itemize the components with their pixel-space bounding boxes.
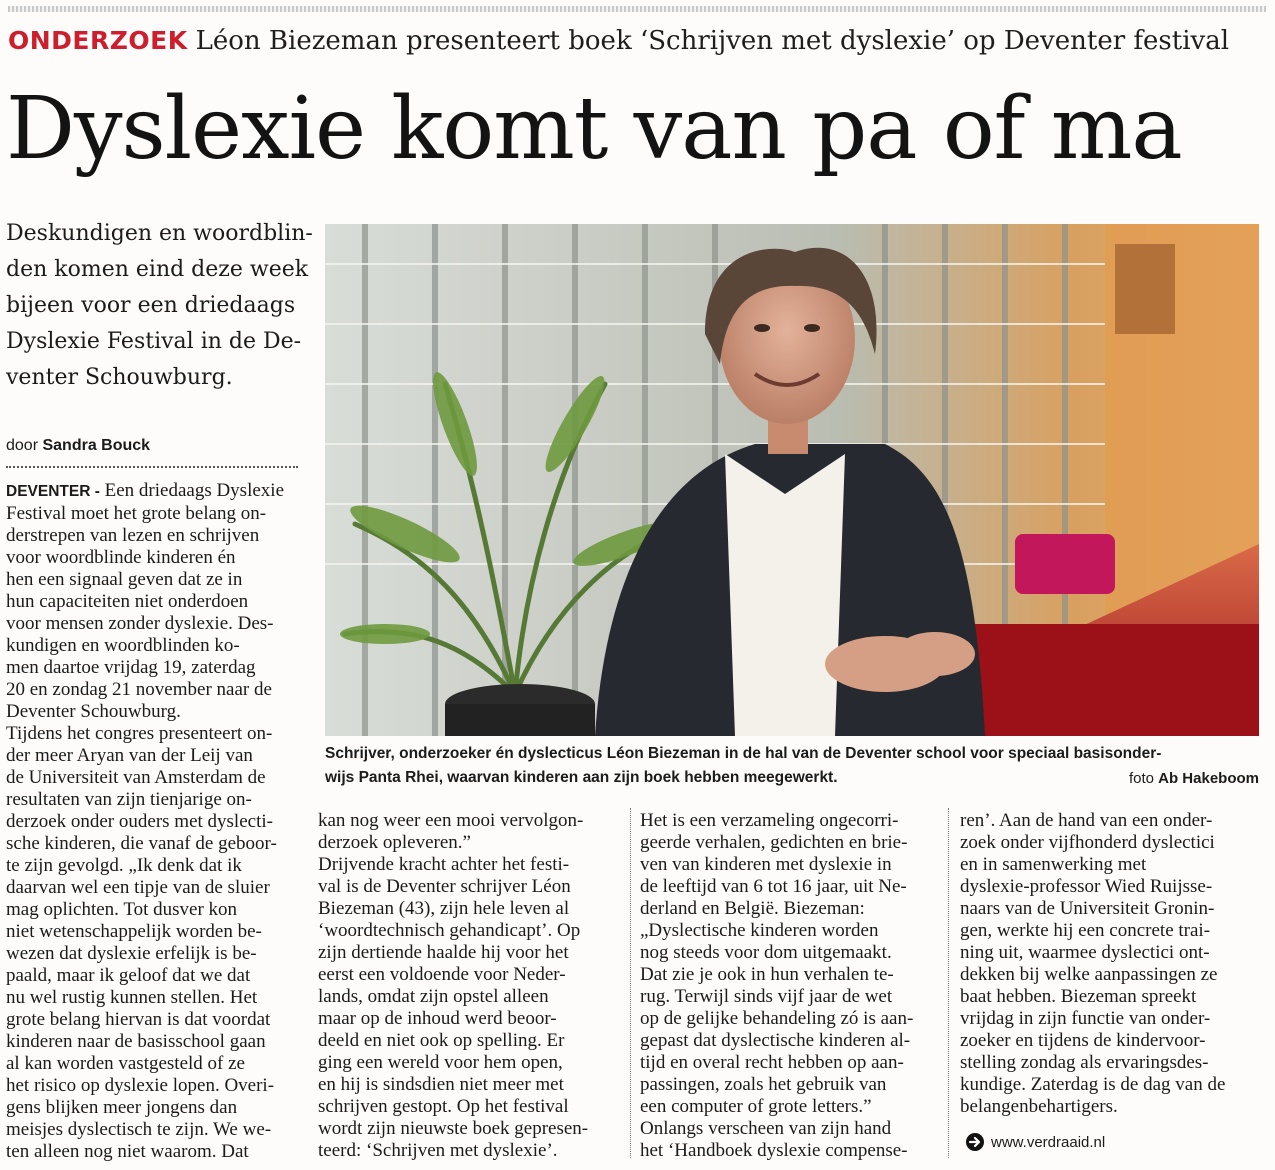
text-line: ren’. Aan de hand van een onder- [960, 810, 1213, 831]
text-line: op de gelijke behandeling zó is aan- [640, 1008, 914, 1029]
text-line: vrijdag in zijn functie van onder- [960, 1008, 1211, 1029]
text-line: geerde verhalen, gedichten en brie- [640, 832, 908, 853]
text-line: ‘woordtechnisch gehandicapt’. Op [318, 920, 581, 941]
text-line: naars van de Universiteit Gronin- [960, 898, 1215, 919]
text-line: teerd: ‘Schrijven met dyslexie’. [318, 1140, 558, 1161]
text-line: zoek onder vijfhonderd dyslectici [960, 832, 1215, 853]
intro-line: Dyslexie Festival in de De- [6, 329, 302, 354]
text-line: eerst een voldoende voor Neder- [318, 964, 566, 985]
first-line [6, 480, 306, 503]
text-line: Onlangs verscheen van zijn hand [640, 1118, 892, 1139]
text-line: tijd en overal recht hebben op aan- [640, 1052, 904, 1073]
text-line: meisjes dyslectisch te zijn. We we- [6, 1119, 272, 1140]
text-line: het risico op dyslexie lopen. Overi- [6, 1075, 275, 1096]
intro-line: bijeen voor een driedaags [6, 293, 296, 318]
text-line: een computer of grote letters.” [640, 1096, 872, 1117]
text-line: lands, omdat zijn opstel alleen [318, 986, 549, 1007]
text-line: voor woordblinde kinderen én [6, 547, 236, 568]
text-line: Tijdens het congres presenteert on- [6, 723, 273, 744]
text-line: ning uit, waarmee dyslectici ont- [960, 942, 1210, 963]
text-line: gens blijken meer jongens dan [6, 1097, 238, 1118]
text-line: Festival moet het grote belang on- [6, 503, 267, 524]
caption-line: wijs Panta Rhei, waarvan kinderen aan zijn boek hebben meegewerkt. [325, 769, 838, 786]
byline-prefix: door [6, 437, 39, 454]
text-line: nu wel rustig kunnen stellen. Het [6, 987, 258, 1008]
text-line: grote belang hiervan is dat voordat [6, 1009, 271, 1030]
text-line: wordt zijn nieuwste boek gepresen- [318, 1118, 589, 1139]
text-line: zijn dertiende haalde hij voor het [318, 942, 569, 963]
text-line: belangenbehartigers. [960, 1096, 1118, 1117]
text-line: derstrepen van lezen en schrijven [6, 525, 260, 546]
text-line: rug. Terwijl sinds vijf jaar de wet [640, 986, 893, 1007]
text-line: 20 en zondag 21 november naar de [6, 679, 272, 700]
text-line: kan nog weer een mooi vervolgon- [318, 810, 584, 831]
article-column-2 [318, 810, 628, 1162]
dateline: DEVENTER - [6, 483, 100, 500]
kicker-subtitle: Léon Biezeman presenteert boek ‘Schrijven met dyslexie’ op Deventer festival [195, 26, 1230, 56]
text-line: der meer Aryan van der Leij van [6, 745, 253, 766]
text-line: paald, maar ik geloof dat we dat [6, 965, 251, 986]
portrait-photo [325, 224, 1259, 736]
kicker [8, 26, 1268, 56]
text-line: baat hebben. Biezeman spreekt [960, 986, 1197, 1007]
column-rule [630, 808, 631, 1158]
photo-caption [325, 742, 1259, 790]
text-line: en in samenwerking met [960, 854, 1147, 875]
credit-prefix: foto [1128, 770, 1154, 787]
intro-line: venter Schouwburg. [6, 365, 233, 390]
text-line: derzoek onder ouders met dyslecti- [6, 811, 273, 832]
text-line: mag oplichten. Tot dusver kon [6, 899, 238, 920]
text-line: val is de Deventer schrijver Léon [318, 876, 571, 897]
text-line: wezen dat dyslexie erfelijk is be- [6, 943, 257, 964]
text-line: zoeker en tijdens de kindervoor- [960, 1030, 1206, 1051]
text-line: gen, werkte hij een concrete trai- [960, 920, 1211, 941]
intro-line: Deskundigen en woordblin- [6, 221, 313, 246]
text-line: Het is een verzameling ongecorri- [640, 810, 899, 831]
text-line: sche kinderen, die vanaf de geboor- [6, 833, 277, 854]
intro-line: den komen eind deze week [6, 257, 309, 282]
text-line: kinderen naar de basisschool gaan [6, 1031, 266, 1052]
rubric-label: ONDERZOEK [8, 26, 188, 55]
text-line: nog steeds voor dom uitgemaakt. [640, 942, 892, 963]
text-line: daarvan wel een tipje van de sluier [6, 877, 270, 898]
byline-author: Sandra Bouck [42, 437, 151, 454]
web-link[interactable] [965, 1132, 1105, 1152]
text-line: en hij is sindsdien niet meer met [318, 1074, 564, 1095]
arrow-right-circle-icon [965, 1132, 985, 1152]
text-line: dyslexie-professor Wied Ruijsse- [960, 876, 1213, 897]
article-column-1 [6, 480, 306, 1163]
text-line: ten alleen nog niet waarom. Dat [6, 1141, 249, 1162]
text-line: derland en België. Biezeman: [640, 898, 865, 919]
text-line: kundige. Zaterdag is de dag van de [960, 1074, 1226, 1095]
text-line: schrijven gestopt. Op het festival [318, 1096, 569, 1117]
text-line: dekken bij welke aanpassingen ze [960, 964, 1218, 985]
caption-line: Schrijver, onderzoeker én dyslecticus Léon Biezeman in de hal van de Deventer school voor speciaal basisonder- [325, 745, 1162, 762]
photo-credit [1129, 770, 1259, 787]
text-line: voor mensen zonder dyslexie. Des- [6, 613, 274, 634]
text-line: maar op de inhoud werd beoor- [318, 1008, 557, 1029]
text-line: te zijn gevolgd. „Ik denk dat ik [6, 855, 242, 876]
text-line: ven van kinderen met dyslexie in [640, 854, 892, 875]
text-line: ging een wereld voor hem open, [318, 1052, 563, 1073]
dotted-divider [6, 466, 298, 468]
text-line: Deventer Schouwburg. [6, 701, 181, 722]
text-line: de Universiteit van Amsterdam de [6, 767, 266, 788]
intro-paragraph [6, 216, 313, 396]
text-line: men daartoe vrijdag 19, zaterdag [6, 657, 256, 678]
headline: Dyslexie komt van pa of ma [6, 79, 1182, 179]
text-line: gepast dat dyslectische kinderen al- [640, 1030, 911, 1051]
text-line: derzoek opleveren.” [318, 832, 471, 853]
text-line: kundigen en woordblinden ko- [6, 635, 240, 656]
text-line: Biezeman (43), zijn hele leven al [318, 898, 570, 919]
text-line: passingen, zoals het gebruik van [640, 1074, 887, 1095]
top-rule [8, 6, 1266, 12]
text-line: „Dyslectische kinderen worden [640, 920, 879, 941]
column-rule [948, 808, 949, 1158]
text-line: hun capaciteiten niet onderdoen [6, 591, 249, 612]
text-line: deeld en niet ook op spelling. Er [318, 1030, 565, 1051]
text-line: de leeftijd van 6 tot 16 jaar, uit Ne- [640, 876, 907, 897]
text-line: het ‘Handboek dyslexie compense- [640, 1140, 908, 1161]
first-line-text: Een driedaags Dyslexie [99, 480, 285, 501]
text-line: niet wetenschappelijk worden be- [6, 921, 262, 942]
text-line: hen een signaal geven dat ze in [6, 569, 243, 590]
text-line: stelling zondag als ervaringsdes- [960, 1052, 1209, 1073]
article-photo [325, 224, 1259, 736]
article-column-4 [960, 810, 1265, 1118]
text-line: Drijvende kracht achter het festi- [318, 854, 570, 875]
web-link-text: www.verdraaid.nl [991, 1133, 1106, 1151]
text-line: Dat zie je ook in hun verhalen te- [640, 964, 894, 985]
text-line: al kan worden vastgesteld of ze [6, 1053, 245, 1074]
article-column-3 [640, 810, 945, 1162]
text-line: resultaten van zijn tienjarige on- [6, 789, 252, 810]
byline [6, 437, 150, 455]
credit-name: Ab Hakeboom [1158, 770, 1259, 787]
